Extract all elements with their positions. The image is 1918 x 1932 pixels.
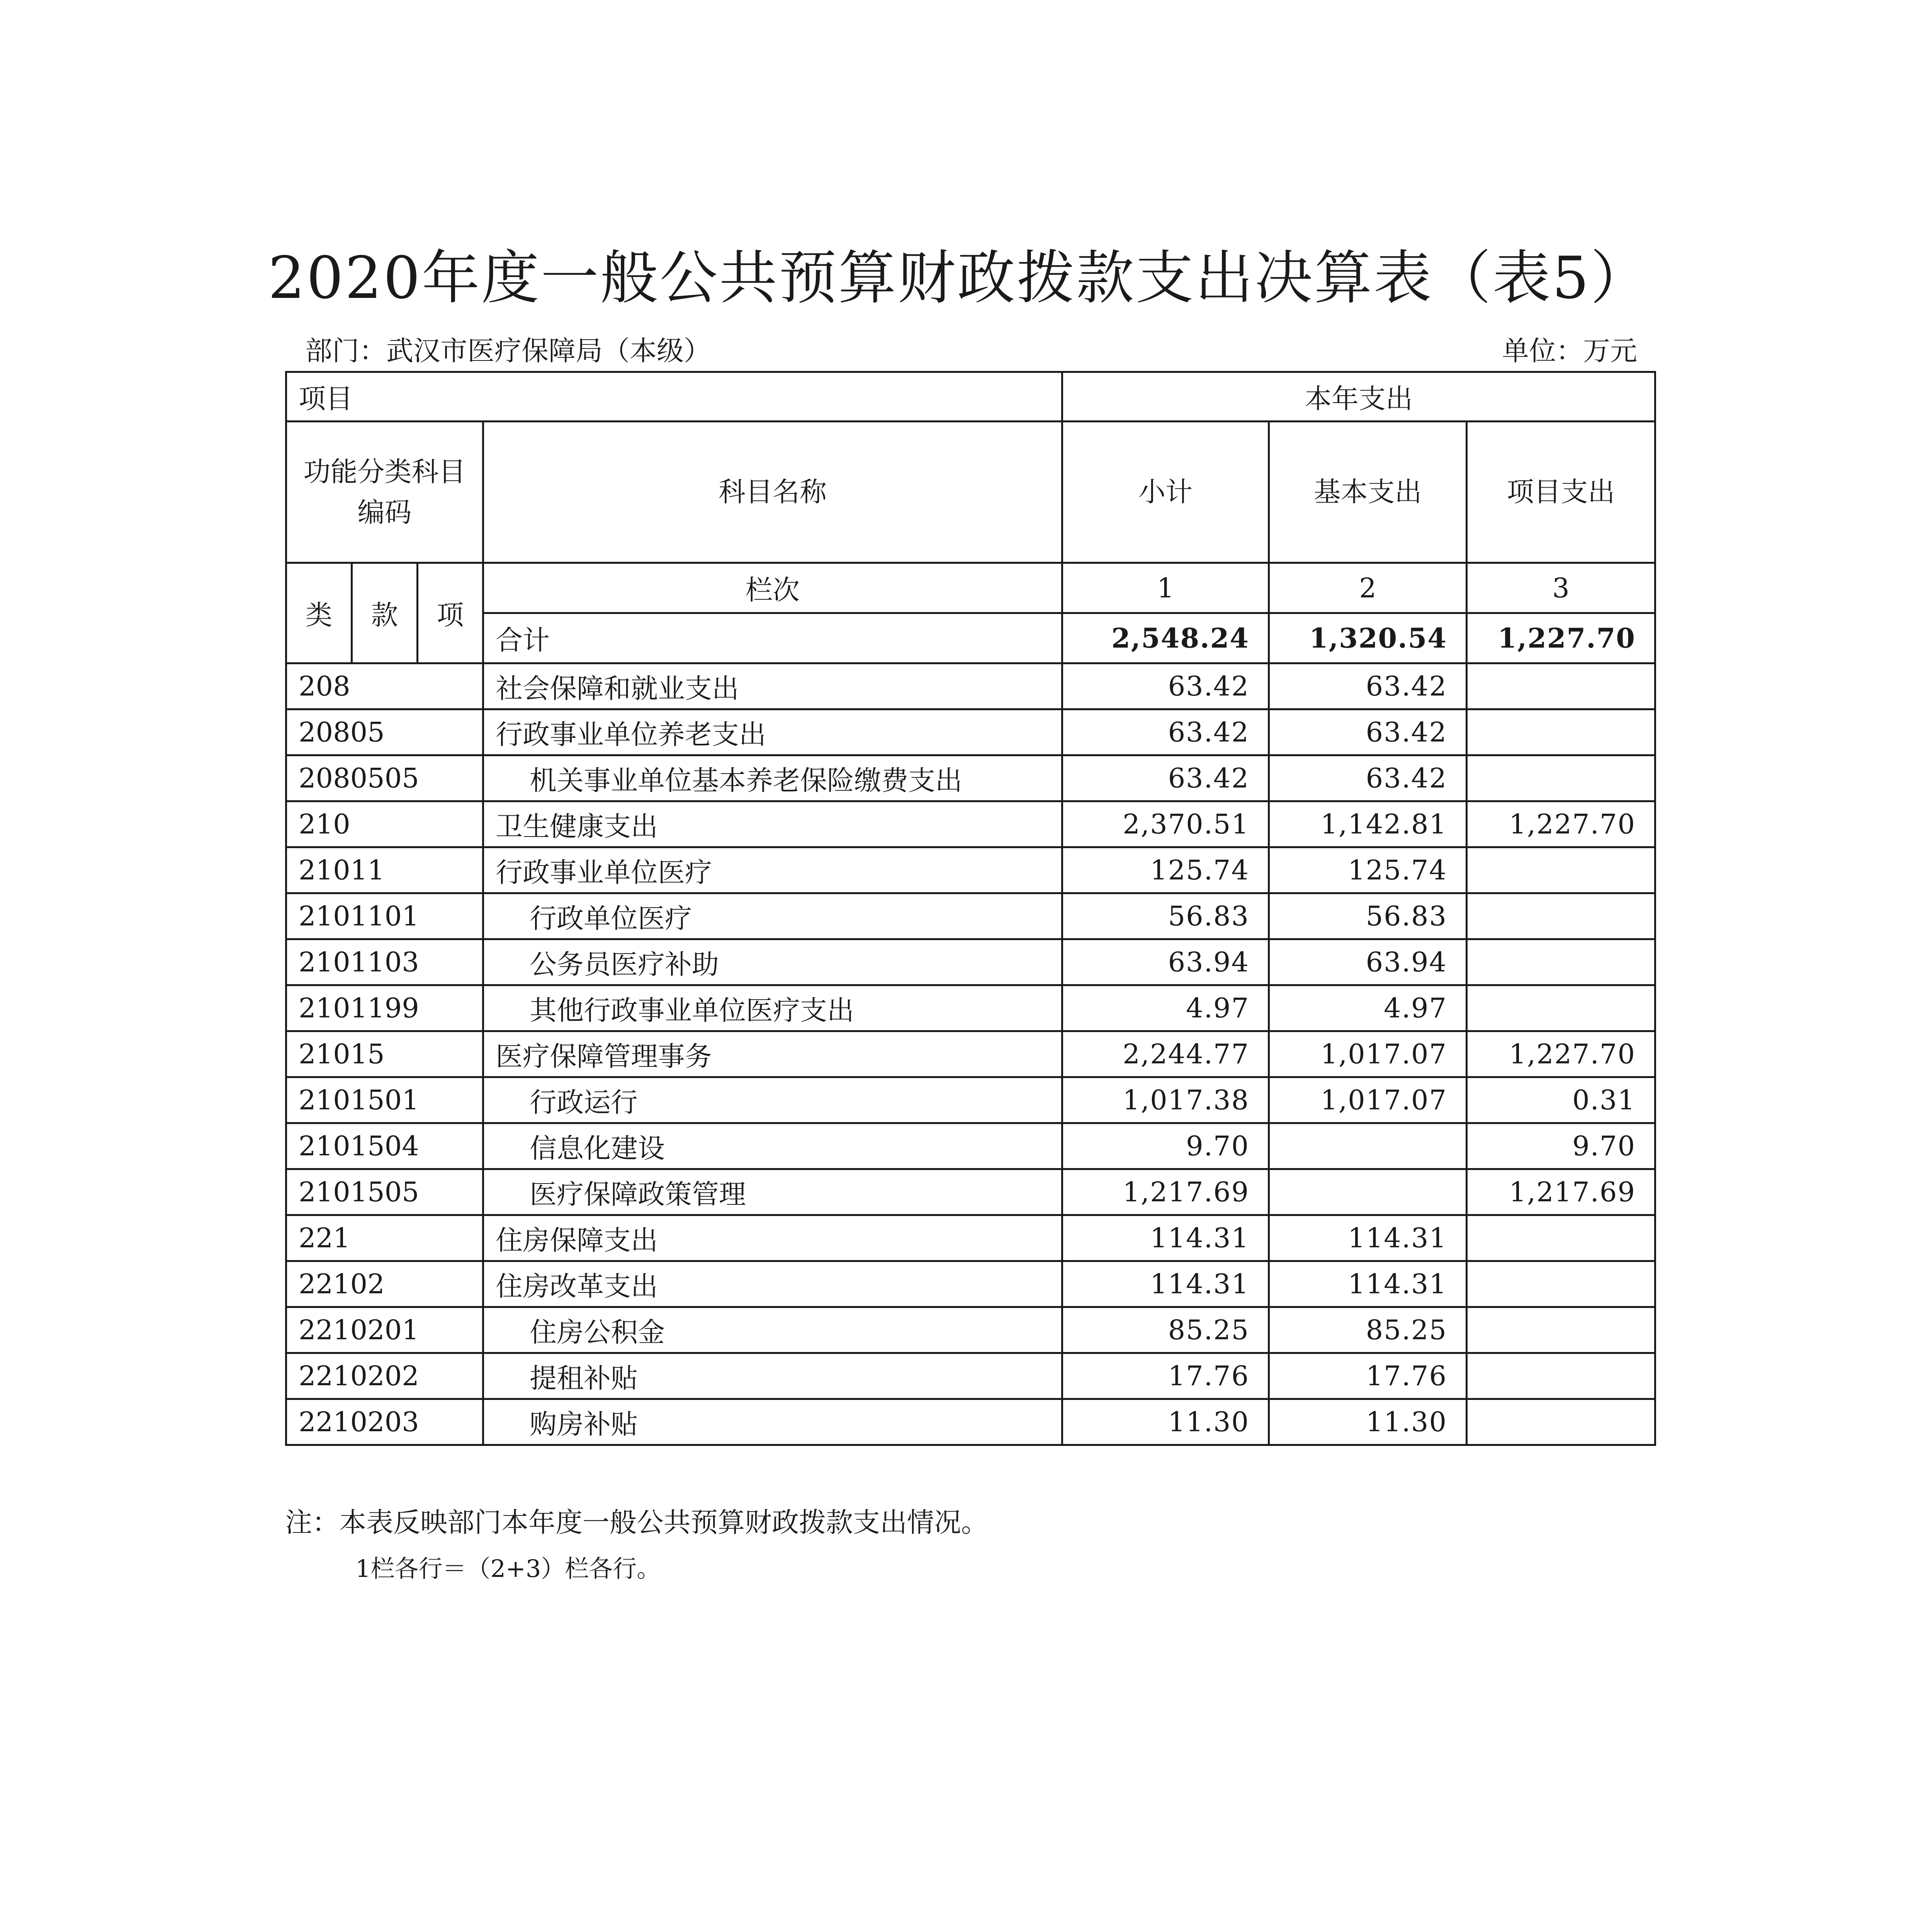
row-project-expense (1467, 1215, 1655, 1261)
row-subject-name-text: 机关事业单位基本养老保险缴费支出 (530, 764, 962, 796)
row-subtotal: 9.70 (1062, 1123, 1269, 1169)
row-subject-name (483, 1169, 1062, 1215)
total-subtotal: 2,548.24 (1062, 613, 1269, 663)
table-row (286, 893, 1655, 939)
row-subject-name (483, 663, 1062, 709)
row-subject-name (483, 709, 1062, 755)
row-basic-expense (1269, 1123, 1467, 1169)
header-column-no: 栏次 (483, 563, 1062, 613)
table-row (286, 1307, 1655, 1353)
row-project-expense (1467, 893, 1655, 939)
row-subject-name (483, 985, 1062, 1031)
row-subtotal: 17.76 (1062, 1353, 1269, 1399)
row-project-expense: 1,227.70 (1467, 801, 1655, 847)
row-basic-expense: 4.97 (1269, 985, 1467, 1031)
total-row (286, 613, 1655, 663)
row-subject-name (483, 1353, 1062, 1399)
row-subtotal: 63.94 (1062, 939, 1269, 985)
row-subject-name-text: 医疗保障政策管理 (530, 1178, 746, 1210)
department-label: 部门：武汉市医疗保障局（本级） (305, 335, 711, 367)
row-subject-name (483, 1031, 1062, 1077)
row-subject-name (483, 893, 1062, 939)
row-subject-name-text: 行政单位医疗 (530, 902, 692, 934)
header-row-3 (286, 563, 1655, 613)
header-xiang: 项 (418, 563, 483, 663)
row-basic-expense: 114.31 (1269, 1215, 1467, 1261)
row-subject-name (483, 1307, 1062, 1353)
header-col-3: 3 (1467, 563, 1655, 613)
row-code: 22102 (286, 1261, 483, 1307)
table-row (286, 709, 1655, 755)
table-row (286, 847, 1655, 893)
row-project-expense (1467, 755, 1655, 801)
row-code: 2210202 (286, 1353, 483, 1399)
unit-label: 单位：万元 (1502, 335, 1637, 367)
row-subtotal: 1,217.69 (1062, 1169, 1269, 1215)
row-code: 210 (286, 801, 483, 847)
row-subtotal: 114.31 (1062, 1215, 1269, 1261)
table-row (286, 1261, 1655, 1307)
row-basic-expense: 17.76 (1269, 1353, 1467, 1399)
row-code: 2101103 (286, 939, 483, 985)
row-project-expense (1467, 663, 1655, 709)
table-row (286, 1077, 1655, 1123)
row-basic-expense: 1,142.81 (1269, 801, 1467, 847)
header-project-expense: 项目支出 (1467, 422, 1655, 563)
row-basic-expense: 63.42 (1269, 709, 1467, 755)
row-subject-name-text: 行政事业单位养老支出 (496, 718, 766, 750)
header-col-1: 1 (1062, 563, 1269, 613)
row-basic-expense (1269, 1169, 1467, 1215)
row-basic-expense: 1,017.07 (1269, 1031, 1467, 1077)
row-subject-name-text: 行政事业单位医疗 (496, 856, 712, 888)
row-subject-name (483, 755, 1062, 801)
row-subtotal: 2,244.77 (1062, 1031, 1269, 1077)
total-project: 1,227.70 (1467, 613, 1655, 663)
row-subject-name (483, 939, 1062, 985)
row-subject-name-text: 住房保障支出 (496, 1224, 658, 1256)
header-project: 项目 (286, 372, 1062, 422)
row-subtotal: 63.42 (1062, 755, 1269, 801)
row-subject-name-text: 住房改革支出 (496, 1270, 658, 1302)
header-lei: 类 (286, 563, 352, 663)
table-row (286, 985, 1655, 1031)
row-project-expense (1467, 1399, 1655, 1445)
row-subtotal: 2,370.51 (1062, 801, 1269, 847)
row-project-expense (1467, 1353, 1655, 1399)
row-subtotal: 63.42 (1062, 709, 1269, 755)
table-row (286, 1353, 1655, 1399)
row-project-expense (1467, 709, 1655, 755)
row-subject-name (483, 847, 1062, 893)
row-basic-expense: 63.94 (1269, 939, 1467, 985)
row-code: 21011 (286, 847, 483, 893)
note-line-1: 注：本表反映部门本年度一般公共预算财政拨款支出情况。 (285, 1507, 988, 1538)
table-row (286, 1031, 1655, 1077)
total-basic: 1,320.54 (1269, 613, 1467, 663)
row-code: 2101199 (286, 985, 483, 1031)
table-row (286, 1169, 1655, 1215)
row-subject-name-text: 行政运行 (530, 1086, 638, 1118)
header-row-2 (286, 422, 1655, 563)
table-row (286, 663, 1655, 709)
row-code: 208 (286, 663, 483, 709)
page-title: 2020年度一般公共预算财政拨款支出决算表（表5） (268, 245, 1650, 312)
row-project-expense (1467, 847, 1655, 893)
row-subject-name (483, 1399, 1062, 1445)
row-code: 21015 (286, 1031, 483, 1077)
row-basic-expense: 125.74 (1269, 847, 1467, 893)
row-code: 2210201 (286, 1307, 483, 1353)
row-project-expense (1467, 1261, 1655, 1307)
row-subtotal: 85.25 (1062, 1307, 1269, 1353)
row-code: 2210203 (286, 1399, 483, 1445)
row-project-expense: 1,217.69 (1467, 1169, 1655, 1215)
row-project-expense (1467, 1307, 1655, 1353)
row-subtotal: 11.30 (1062, 1399, 1269, 1445)
table-row (286, 801, 1655, 847)
table-row (286, 1215, 1655, 1261)
row-project-expense: 1,227.70 (1467, 1031, 1655, 1077)
row-subject-name-text: 信息化建设 (530, 1132, 665, 1164)
row-subject-name (483, 1215, 1062, 1261)
row-code: 2080505 (286, 755, 483, 801)
header-col-2: 2 (1269, 563, 1467, 613)
row-project-expense: 0.31 (1467, 1077, 1655, 1123)
row-code: 20805 (286, 709, 483, 755)
budget-table (285, 371, 1656, 1446)
row-code: 2101101 (286, 893, 483, 939)
row-basic-expense: 56.83 (1269, 893, 1467, 939)
row-project-expense: 9.70 (1467, 1123, 1655, 1169)
header-row-1 (286, 372, 1655, 422)
row-code: 2101504 (286, 1123, 483, 1169)
row-subtotal: 1,017.38 (1062, 1077, 1269, 1123)
row-subject-name-text: 提租补贴 (530, 1362, 638, 1394)
header-kuan: 款 (352, 563, 418, 663)
row-subject-name-text: 医疗保障管理事务 (496, 1040, 712, 1072)
table-row (286, 755, 1655, 801)
row-subject-name-text: 公务员医疗补助 (530, 948, 719, 980)
header-basic-expense: 基本支出 (1269, 422, 1467, 563)
header-subject-name: 科目名称 (483, 422, 1062, 563)
row-subtotal: 56.83 (1062, 893, 1269, 939)
row-code: 221 (286, 1215, 483, 1261)
row-subject-name (483, 1123, 1062, 1169)
row-basic-expense: 63.42 (1269, 663, 1467, 709)
row-subject-name-text: 社会保障和就业支出 (496, 672, 739, 704)
row-project-expense (1467, 985, 1655, 1031)
note-line-2: 1栏各行＝（2+3）栏各行。 (355, 1554, 661, 1583)
row-subject-name (483, 1077, 1062, 1123)
row-subject-name (483, 801, 1062, 847)
row-subject-name-text: 其他行政事业单位医疗支出 (530, 994, 854, 1026)
row-subject-name (483, 1261, 1062, 1307)
row-subtotal: 4.97 (1062, 985, 1269, 1031)
row-subject-name-text: 住房公积金 (530, 1316, 665, 1348)
total-label: 合计 (483, 613, 1062, 663)
row-project-expense (1467, 939, 1655, 985)
table-row (286, 1399, 1655, 1445)
header-func-code: 功能分类科目编码 (286, 422, 483, 563)
row-subtotal: 125.74 (1062, 847, 1269, 893)
row-basic-expense: 1,017.07 (1269, 1077, 1467, 1123)
table-row (286, 939, 1655, 985)
table-row (286, 1123, 1655, 1169)
row-basic-expense: 11.30 (1269, 1399, 1467, 1445)
header-subtotal: 小计 (1062, 422, 1269, 563)
row-subtotal: 114.31 (1062, 1261, 1269, 1307)
row-subject-name-text: 购房补贴 (530, 1408, 638, 1440)
row-basic-expense: 85.25 (1269, 1307, 1467, 1353)
row-subject-name-text: 卫生健康支出 (496, 810, 658, 842)
row-subtotal: 63.42 (1062, 663, 1269, 709)
header-current-year-expense: 本年支出 (1062, 372, 1655, 422)
row-basic-expense: 63.42 (1269, 755, 1467, 801)
row-code: 2101501 (286, 1077, 483, 1123)
row-code: 2101505 (286, 1169, 483, 1215)
row-basic-expense: 114.31 (1269, 1261, 1467, 1307)
